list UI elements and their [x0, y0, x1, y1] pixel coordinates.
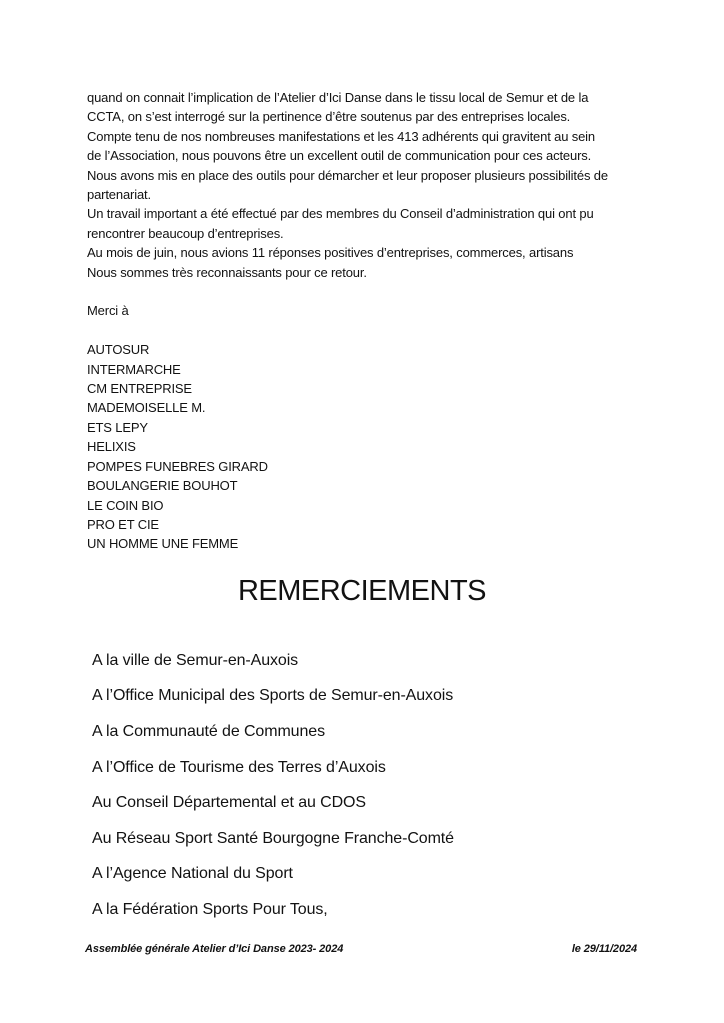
sponsor-item: ETS LEPY — [87, 419, 148, 435]
intro-line: partenariat. — [87, 187, 151, 203]
sponsor-item: AUTOSUR — [87, 342, 150, 358]
thanks-item: A la Fédération Sports Pour Tous, — [92, 900, 328, 918]
intro-line: Un travail important a été effectué par des membres du Conseil d’administration qui ont pu — [87, 206, 594, 222]
blank-line — [87, 282, 637, 301]
blank-line — [87, 321, 637, 340]
thanks-item: Au Réseau Sport Santé Bourgogne Franche-Comté — [92, 829, 454, 847]
intro-line: quand on connait l’implication de l’Atelier d’Ici Danse dans le tissu local de Semur et de la — [87, 90, 589, 105]
sponsor-item: MADEMOISELLE M. — [87, 400, 206, 416]
intro-line: de l’Association, nous pouvons être un excellent outil de communication pour ces acteurs. — [87, 148, 592, 164]
thanks-item: A la Communauté de Communes — [92, 722, 325, 740]
sponsor-item: POMPES FUNEBRES GIRARD — [87, 458, 268, 474]
sponsor-item: LE COIN BIO — [87, 497, 164, 513]
document-content — [87, 88, 637, 934]
thanks-list — [87, 650, 637, 920]
thanks-item: Au Conseil Départemental et au CDOS — [92, 794, 366, 812]
footer-date: le 29/11/2024 — [571, 943, 637, 955]
intro-line: Nous sommes très reconnaissants pour ce retour. — [87, 264, 367, 280]
thanks-item: A l’Office Municipal des Sports de Semur-en-Auxois — [92, 687, 454, 705]
sponsor-item: INTERMARCHE — [87, 361, 181, 377]
footer-document-title: Assemblée générale Atelier d’Ici Danse 2023- 2024 — [85, 943, 344, 955]
section-heading: REMERCIEMENTS — [237, 574, 487, 607]
intro-line: Au mois de juin, nous avions 11 réponses positives d’entreprises, commerces, artisans — [87, 245, 574, 261]
sponsor-item: PRO ET CIE — [87, 516, 159, 532]
merci-label: Merci à — [87, 303, 129, 319]
sponsor-item: BOULANGERIE BOUHOT — [87, 478, 238, 494]
intro-line: rencontrer beaucoup d’entreprises. — [87, 225, 284, 241]
intro-line: Compte tenu de nos nombreuses manifestations et les 413 adhérents qui gravitent au sein — [87, 128, 595, 144]
intro-line: Nous avons mis en place des outils pour démarcher et leur proposer plusieurs possibilités de — [87, 167, 608, 183]
thanks-item: A l’Office de Tourisme des Terres d’Auxois — [92, 758, 386, 776]
intro-line: CCTA, on s’est interrogé sur la pertinence d’être soutenus par des entreprises locales. — [87, 109, 571, 125]
sponsor-item: UN HOMME UNE FEMME — [87, 536, 239, 552]
page-footer — [85, 943, 637, 955]
sponsor-item: HELIXIS — [87, 439, 136, 455]
sponsor-item: CM ENTREPRISE — [87, 381, 192, 397]
thanks-item: A l’Agence National du Sport — [92, 865, 293, 883]
thanks-item: A la ville de Semur-en-Auxois — [92, 651, 299, 669]
